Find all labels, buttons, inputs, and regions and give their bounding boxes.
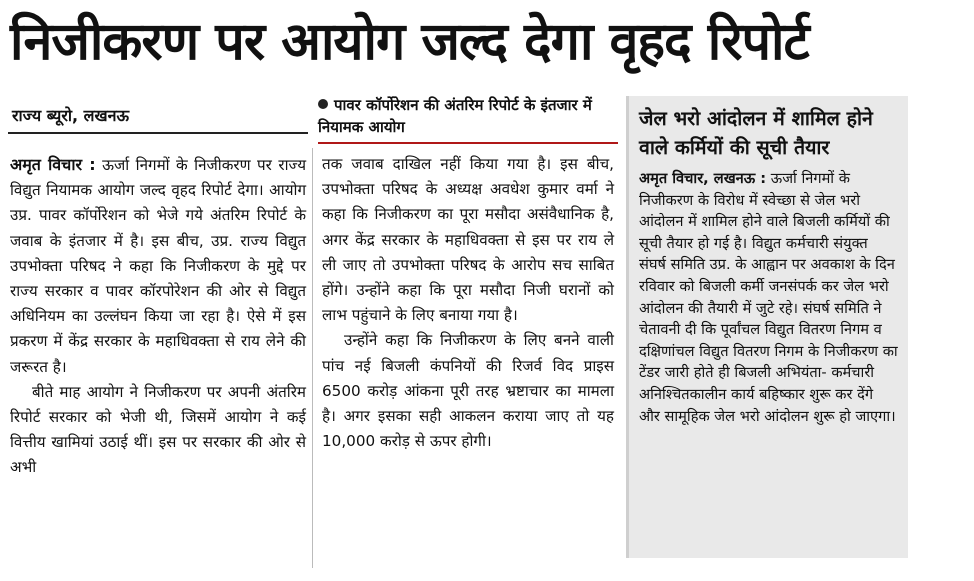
subheadline-rule: [318, 142, 618, 144]
column-divider: [312, 148, 313, 568]
column1-paragraph-1: [10, 152, 306, 380]
sidebar-body: [639, 168, 898, 427]
sidebar-box: [626, 96, 908, 558]
column2-paragraph-2: उन्होंने कहा कि निजीकरण के लिए बनने वाली पांच नई बिजली कंपनियों की रिजर्व विद प्राइस 6500 करोड़ आंकना पूरी तरह भ्रष्टाचार का मामला है। अगर इसका सही आकलन कराया जाए तो यह 10,000 करोड़ से ऊपर होगी।: [322, 331, 614, 451]
column1-p1-text: ऊर्जा निगमों के निजीकरण पर राज्य विद्युत नियामक आयोग जल्द वृहद रिपोर्ट देगा। आयोग उप्र. पावर कॉर्पोरेशन को भेजे गये अंतरिम रिपोर्ट के जवाब के इंतजार में है। इस बीच, उप्र. राज्य विद्युत उपभोक्ता परिषद ने कहा कि निजीकरण के मुद्दे पर राज्य सरकार व पावर कॉरपोरेशन की ओर से विद्युत अधिनियम का उल्लंघन किया जा रहा है। ऐसे में इस प्रकरण में केंद्र सरकार के महाधिवक्ता से राय लेने की जरूरत है।: [10, 156, 306, 376]
sidebar-dateline: अमृत विचार, लखनऊ :: [639, 170, 767, 187]
byline: राज्य ब्यूरो, लखनऊ: [12, 106, 130, 125]
article-column-2: [322, 152, 614, 454]
column1-paragraph-2: बीते माह आयोग ने निजीकरण पर अपनी अंतरिम रिपोर्ट सरकार को भेजी थी, जिसमें आयोग ने कई वित्तीय खामियां उठाई थीं। इस पर सरकार की ओर से अभी: [10, 382, 306, 477]
sidebar-body-text: ऊर्जा निगमों के निजीकरण के विरोध में स्वेच्छा से जेल भरो आंदोलन में शामिल होने वाले बिजली कर्मियों की सूची तैयार हो गई है। विद्युत कर्मचारी संयुक्त संघर्ष समिति उप्र. के आह्वान पर अवकाश के दिन रविवार को बिजली कर्मी जनसंपर्क कर जेल भरो आंदोलन की तैयारी में जुटे रहे। संघर्ष समिति ने चेतावनी दी कि पूर्वांचल विद्युत वितरण निगम व दक्षिणांचल विद्युत वितरण निगम के निजीकरण का टेंडर जारी होते ही बिजली अभियंता- कर्मचारी अनिश्चितकालीन कार्य बहिष्कार शुरू कर देंगे और सामूहिक जेल भरो आंदोलन शुरू हो जाएगा।: [639, 170, 898, 425]
article-column-1: [10, 152, 306, 481]
headline: निजीकरण पर आयोग जल्द देगा वृहद रिपोर्ट: [10, 12, 809, 72]
dateline: अमृत विचार :: [10, 155, 96, 174]
column2-paragraph-1: तक जवाब दाखिल नहीं किया गया है। इस बीच, उपभोक्ता परिषद के अध्यक्ष अवधेश कुमार वर्मा ने कहा कि निजीकरण का पूरा मसौदा असंवैधानिक है, अगर केंद्र सरकार के महाधिवक्ता से इस पर राय ले ली जाए तो उपभोक्ता परिषद के आरोप सच साबित होंगे। उन्होंने कहा कि पूरा मसौदा निजी घरानों को लाभ पहुंचाने के लिए बनाया गया है।: [322, 155, 614, 325]
subheadline: [318, 94, 610, 138]
sidebar-headline: जेल भरो आंदोलन में शामिल होने वाले कर्मियों की सूची तैयार: [639, 107, 873, 159]
byline-rule: [8, 132, 308, 134]
bullet-icon: [318, 99, 328, 109]
subheadline-text: पावर कॉर्पोरेशन की अंतरिम रिपोर्ट के इंतजार में नियामक आयोग: [318, 96, 592, 136]
